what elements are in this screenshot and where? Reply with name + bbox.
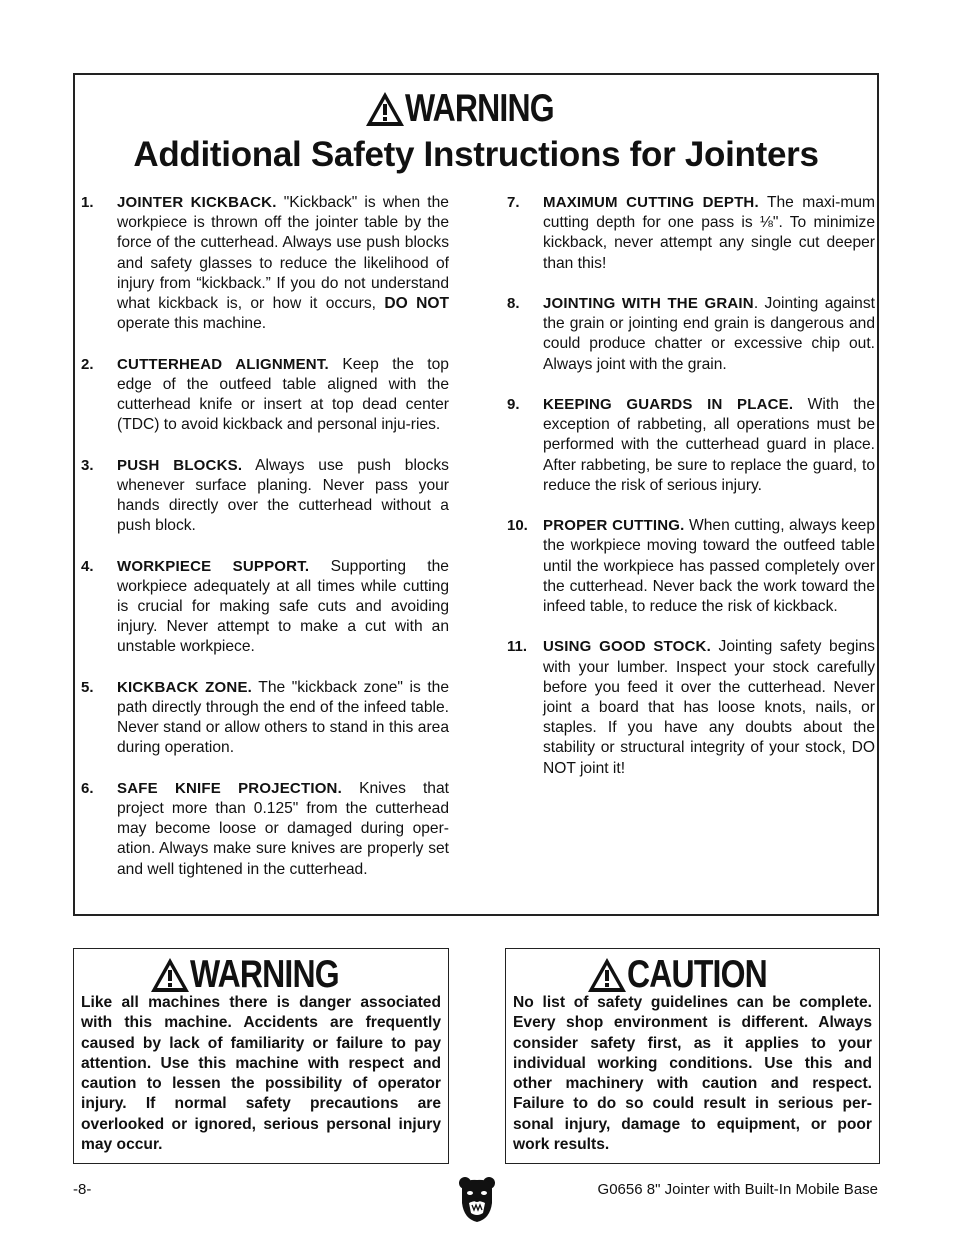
safety-item [81, 355, 449, 436]
safety-item [507, 395, 875, 496]
item-heading: SAFE KNIFE PROJECTION. [117, 779, 342, 797]
item-number: 5. [81, 678, 94, 696]
item-text: Supporting the workpiece adequately at all times while cutting is crucial for making safe cuts and avoiding injury. Never attempt to make a cut with an unstable workpiece. [117, 557, 449, 656]
item-text: . Jointing against the grain or jointing end grain is dangerous and could produce chatter or excessive chip out. Always joint with the grain. [543, 295, 875, 373]
item-number: 11. [507, 638, 528, 656]
item-emphasis: DO NOT [384, 295, 450, 313]
item-text: Keep the top edge of the outfeed table aligned with the cutterhead knife or insert at top dead center (TDC) to avoid kickback and personal inju-ries. [117, 355, 449, 434]
main-warning-panel [73, 73, 879, 916]
item-number: 4. [81, 557, 94, 575]
safety-item [81, 456, 449, 537]
item-number: 6. [81, 779, 94, 797]
caution-box-header [506, 955, 879, 995]
model-title: G0656 8" Jointer with Built-In Mobile Base [597, 1181, 878, 1198]
item-heading: CUTTERHEAD ALIGNMENT. [117, 355, 329, 373]
item-text: "Kickback" is when the workpiece is thrown off the jointer table by the force of the cutterhead. Always use push blocks and safety glasses to reduce the likelihood of injury from “kickback.” If you do not understand what kickback is, or how it occurs, [117, 194, 449, 313]
item-text: Jointing safety begins with your lumber. Inspect your stock carefully before you feed it over the cutterhead. Never joint a board that has loose knots, nails, or staples. If you have any doubts about the stability or structural integrity of your stock, DO NOT joint it! [543, 638, 875, 777]
safety-item [81, 678, 449, 759]
safety-item [507, 637, 875, 778]
item-text: The "kickback zone" is the path directly through the end of the infeed table. Never stand or allow others to stand in this area during operation. [117, 678, 449, 757]
item-heading: USING GOOD STOCK. [543, 638, 711, 656]
warning-box [73, 948, 449, 1164]
safety-item [81, 193, 449, 334]
safety-item [507, 516, 875, 617]
item-number: 3. [81, 456, 94, 474]
left-column [81, 193, 449, 900]
warning-triangle-icon [365, 91, 405, 127]
caution-box-text: No list of safety guidelines can be complete. Every shop environment is different. Always consider safety first, as it applies to your individual working conditions. Use this and other machinery with caution and respect. Failure to do so could result in serious per-sonal injury, damage to equipment, or poor work results. [513, 994, 872, 1154]
safety-item [81, 557, 449, 658]
item-heading: PROPER CUTTING. [543, 517, 685, 535]
item-heading: KICKBACK ZONE. [117, 678, 253, 696]
item-heading: PUSH BLOCKS. [117, 456, 243, 474]
page-number: -8- [73, 1181, 92, 1198]
item-text: Knives that project more than 0.125" from the cutterhead may become loose or damaged during oper-ation. Always make sure knives are properly set and well tightened in the cutterhead. [117, 779, 449, 878]
item-number: 10. [507, 517, 528, 535]
item-heading: MAXIMUM CUTTING DEPTH. [543, 194, 759, 211]
warning-box-header [74, 955, 448, 995]
safety-item [507, 193, 875, 274]
item-text: Always use push blocks whenever surface planing. Never pass your hands directly over the cutterhead without a push block. [117, 456, 449, 535]
item-number: 2. [81, 355, 94, 373]
warning-box-text: Like all machines there is danger associated with this machine. Accidents are frequently caused by lack of familiarity or failure to pay attention. Use this machine with respect and caution to lessen the possibility of operator injury. If normal safety precautions are overlooked or ignored, serious personal injury may occur. [81, 994, 441, 1154]
item-number: 8. [507, 295, 520, 312]
item-number: 1. [81, 194, 94, 211]
safety-item [507, 294, 875, 375]
item-number: 7. [507, 194, 520, 211]
warning-triangle-icon [150, 957, 190, 993]
item-text: When cutting, always keep the workpiece moving toward the outfeed table until the workpiece has passed completely over the cutterhead. Never back the work toward the infeed table, to reduce the risk of kickback. [543, 517, 875, 616]
item-heading: JOINTING WITH THE GRAIN [543, 295, 754, 312]
caution-box-word: CAUTION [627, 953, 768, 996]
item-text: With the exception of rabbeting, all operations must be performed with the cutterhead guard in place. After rabbeting, be sure to replace the guard, to reduce the risk of serious injury. [543, 396, 876, 494]
main-title: Additional Safety Instructions for Jointers [133, 135, 819, 174]
main-warning-word: WARNING [405, 87, 555, 130]
item-text-tail: operate this machine. [117, 315, 267, 333]
main-warning-header [75, 89, 877, 129]
item-heading: JOINTER KICKBACK. [117, 194, 277, 211]
warning-box-word: WARNING [190, 953, 340, 996]
item-text: The maxi-mum cutting depth for one pass is ⅛". To minimize kickback, never attempt any single cut deeper than this! [543, 194, 875, 272]
warning-triangle-icon [587, 957, 627, 993]
caution-box [505, 948, 880, 1164]
safety-item [81, 779, 449, 880]
item-heading: WORKPIECE SUPPORT. [117, 557, 310, 575]
right-column [507, 193, 875, 799]
bear-logo-icon [457, 1175, 497, 1223]
item-heading: KEEPING GUARDS IN PLACE. [543, 396, 794, 413]
item-number: 9. [507, 396, 520, 413]
